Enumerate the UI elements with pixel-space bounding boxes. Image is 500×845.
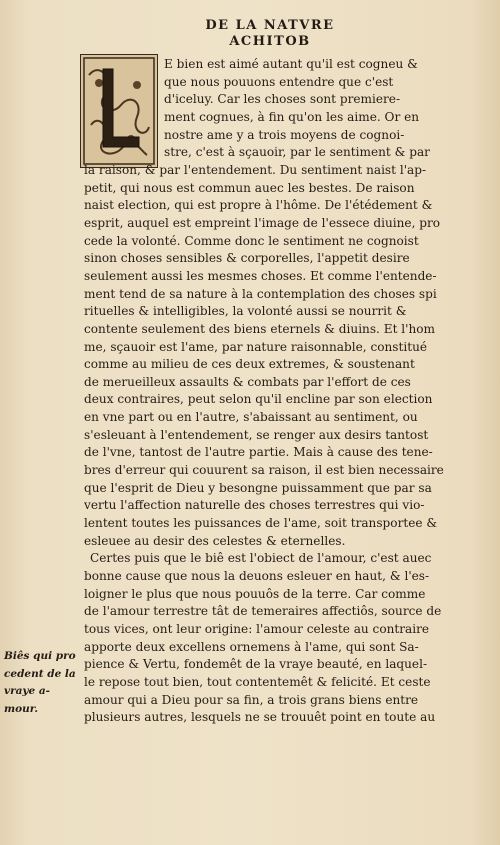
text-line: que nous pouuons entendre que c'est <box>164 74 394 89</box>
text-line: seulement aussi les mesmes choses. Et comme l'entende- <box>84 268 437 283</box>
text-line: s'esleuant à l'entendement, se renger aux desirs tantost <box>84 427 429 442</box>
text-line: d'iceluy. Car les choses sont premiere- <box>164 92 401 107</box>
text-line: Certes puis que le biê est l'obiect de l'amour, c'est auec <box>90 551 432 566</box>
text-line: esleuee au desir des celestes & eternelles. <box>84 533 346 548</box>
text-line: contente seulement des biens eternels & diuins. Et l'hom <box>84 321 436 336</box>
text-line: sinon choses sensibles & corporelles, l'appetit desire <box>84 251 410 266</box>
text-line: pience & Vertu, fondemêt de la vraye beauté, en laquel- <box>84 657 428 672</box>
margin-note-line: mour. <box>4 702 38 715</box>
text-line: le repose tout bien, tout contentemêt & felicité. Et ceste <box>84 674 431 689</box>
text-line: bonne cause que nous la deuons esleuer en haut, & l'es- <box>84 569 430 584</box>
margin-note-line: Biês qui pro <box>4 650 76 662</box>
margin-note-line: vraye a- <box>4 685 51 698</box>
body-text <box>84 56 454 727</box>
text-line: deux contraires, peut selon qu'il encline par son election <box>84 392 433 407</box>
text-line: esprit, auquel est empreint l'image de l'essece diuine, pro <box>84 215 441 230</box>
text-line: bres d'erreur qui couurent sa raison, il est bien necessaire <box>84 463 444 478</box>
text-line: la raison, & par l'entendement. Du sentiment naist l'ap- <box>84 162 427 177</box>
text-line: de l'amour terrestre tât de temeraires affectiôs, source de <box>84 604 442 619</box>
text-line: naist election, qui est propre à l'hôme. De l'étédement & <box>84 198 433 213</box>
text-line: nostre ame y a trois moyens de cognoi- <box>164 127 405 142</box>
text-line: loigner le plus que nous pouuôs de la terre. Car comme <box>84 586 426 601</box>
margin-note-line: cedent de la <box>4 667 76 680</box>
text-line: stre, c'est à sçauoir, par le sentiment & par <box>164 145 430 160</box>
text-line: E bien est aimé autant qu'il est cogneu & <box>164 57 418 71</box>
text-line: petit, qui nous est commun auec les bestes. De raison <box>84 180 415 195</box>
text-line: tous vices, ont leur origine: l'amour celeste au contraire <box>84 622 430 636</box>
text-line: que l'esprit de Dieu y besongne puissamment que par sa <box>84 480 432 495</box>
text-line: apporte deux excellens ornemens à l'ame, qui sont Sa- <box>84 639 419 654</box>
text-line: vertu l'affection naturelle des choses terrestres qui vio- <box>84 498 425 513</box>
text-line: comme au milieu de ces deux extremes, & soustenant <box>84 357 415 372</box>
text-line: lentent toutes les puissances de l'ame, soit transportee & <box>84 516 438 531</box>
text-line: en vne part ou en l'autre, s'abaissant au sentiment, ou <box>84 410 418 425</box>
running-head: DE LA NATVRE <box>205 18 335 33</box>
text-line: de merueilleux assaults & combats par l'effort de ces <box>84 374 411 389</box>
margin-note <box>4 648 76 718</box>
text-line: plusieurs autres, lesquels ne se trouuêt point en toute au <box>84 710 436 725</box>
text-line: rituelles & intelligibles, la volonté aussi se nourrit & <box>84 304 407 319</box>
text-line: amour qui a Dieu pour sa fin, a trois grans biens entre <box>84 692 419 707</box>
text-line: ment cognues, à fin qu'on les aime. Or en <box>164 109 420 124</box>
text-line: de l'vne, tantost de l'autre partie. Mais à cause des tene- <box>84 445 433 460</box>
author-heading: ACHITOB <box>229 34 311 49</box>
text-line: ment tend de sa nature à la contemplation des choses spi <box>84 286 437 301</box>
text-line: cede la volonté. Comme donc le sentiment ne cognoist <box>84 233 419 248</box>
text-line: me, sçauoir est l'ame, par nature raisonnable, constitué <box>84 339 428 354</box>
